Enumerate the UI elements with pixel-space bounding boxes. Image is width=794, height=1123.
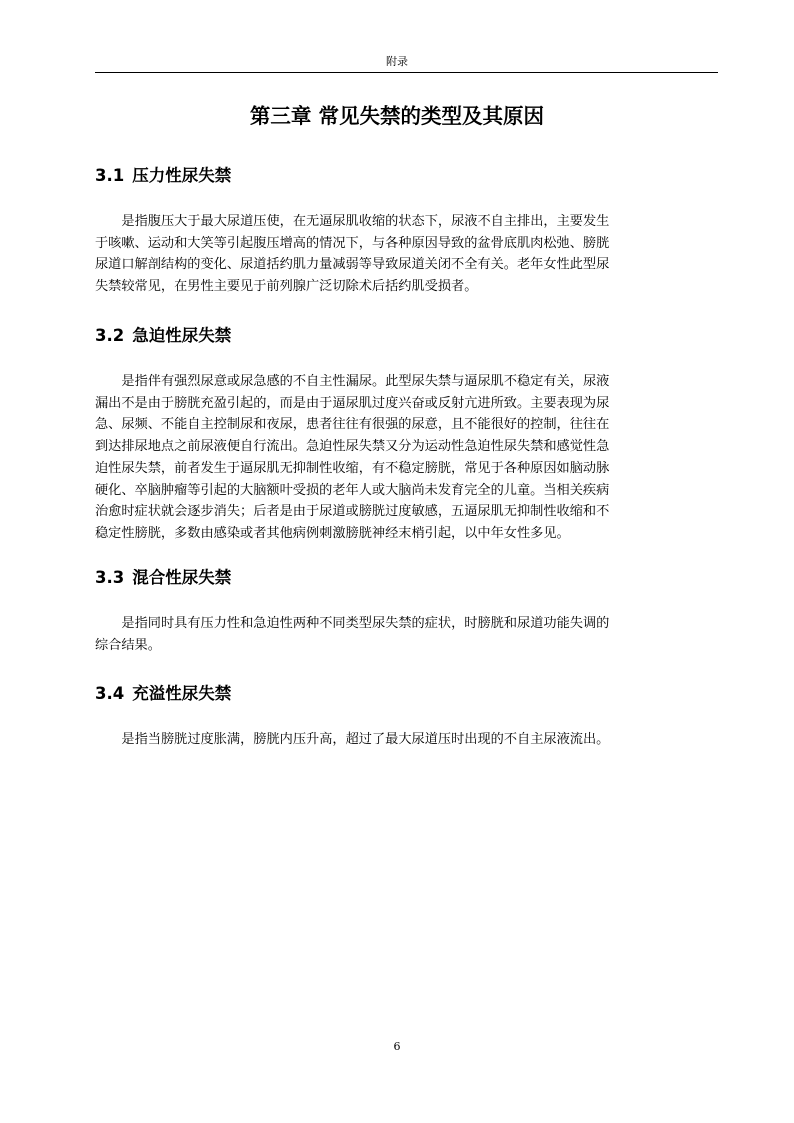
page-number: 6 [393,1040,401,1053]
section-number: 3.1 [95,166,125,185]
chapter-title: 第三章 常见失禁的类型及其原因 [249,104,545,128]
section-number: 3.3 [95,568,125,587]
section-paragraph: 是指同时具有压力性和急迫性两种不同类型尿失禁的症状，时膀胱和尿道功能失调的 综合结果。 [95,616,610,653]
section-title: 压力性尿失禁 [132,166,232,185]
section-3-4 [95,683,718,751]
section-heading [95,165,718,187]
section-3-1 [95,165,718,298]
section-heading [95,683,718,705]
section-heading [95,567,718,589]
section-3-3 [95,567,718,656]
section-title: 充溢性尿失禁 [132,684,232,703]
header-divider [95,72,718,73]
running-header: 附录 [386,55,408,68]
section-paragraph: 是指当膀胱过度胀满，膀胱内压升高，超过了最大尿道压时出现的不自主尿液流出。 [121,732,610,747]
section-title: 混合性尿失禁 [132,568,232,587]
section-paragraph: 是指伴有强烈尿意或尿急感的不自主性漏尿。此型尿失禁与逼尿肌不稳定有关，尿液 漏出不是由于膀胱充盈引起的，而是由于逼尿肌过度兴奋或反射亢进所致。主要表现为尿 急、尿频、不能自主控制尿和夜尿，患者往往有很强的尿意，且不能很好的控制，往往在 到达排尿地点之前尿液便自行流出。急迫性尿失禁又分为运动性急迫性尿失禁和感觉性急 迫性尿失禁，前者发生于逼尿肌无抑制性收缩，有不稳定膀胱，常见于各种原因如脑动脉 硬化、卒脑肿瘤等引起的大脑额叶受损的老年人或大脑尚未发育完全的儿童。当相关疾病 治愈时症状就会逐步消失；后者是由于尿道或膀胱过度敏感，五逼尿肌无抑制性收缩和不 稳定性膀胱，多数由感染或者其他病例刺激膀胱神经末梢引起，以中年女性多见。 [95,374,610,541]
section-number: 3.2 [95,326,125,345]
section-3-2 [95,325,718,545]
section-paragraph: 是指腹压大于最大尿道压使，在无逼尿肌收缩的状态下，尿液不自主排出，主要发生 于咳嗽、运动和大笑等引起腹压增高的情况下，与各种原因导致的盆骨底肌肉松弛、膀胱 尿道口解剖结构的变化、尿道括约肌力量减弱等导致尿道关闭不全有关。老年女性此型尿 失禁较常见，在男性主要见于前列腺广泛切除术后括约肌受损者。 [95,214,610,295]
section-heading [95,325,718,347]
section-title: 急迫性尿失禁 [132,326,232,345]
section-number: 3.4 [95,684,125,703]
